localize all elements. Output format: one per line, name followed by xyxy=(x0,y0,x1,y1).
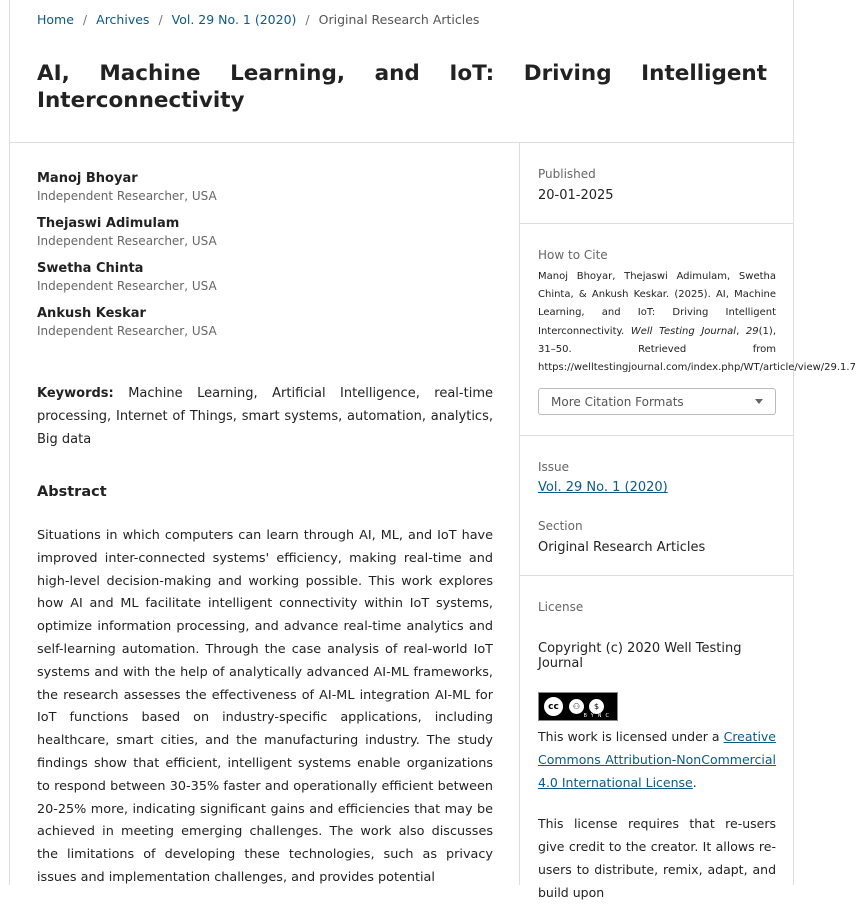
author-affiliation: Independent Researcher, USA xyxy=(37,324,217,338)
author-name: Manoj Bhoyar xyxy=(37,171,138,186)
how-to-cite-label: How to Cite xyxy=(538,248,608,262)
keywords-label: Keywords: xyxy=(37,386,114,401)
citation-volume: 29 xyxy=(745,325,759,337)
author-entry xyxy=(37,215,493,250)
attribution-icon: ⚇ xyxy=(568,698,585,715)
author-name: Ankush Keskar xyxy=(37,306,146,321)
author-affiliation: Independent Researcher, USA xyxy=(37,189,217,203)
license-statement xyxy=(538,725,776,794)
citation-sep: , xyxy=(736,325,746,337)
license-text-post: . xyxy=(692,775,697,791)
breadcrumb xyxy=(37,12,479,27)
author-list xyxy=(37,170,493,340)
license-text-pre: This work is licensed under a xyxy=(538,729,724,745)
author-entry xyxy=(37,170,493,205)
author-entry xyxy=(37,305,493,340)
license-section xyxy=(520,576,794,904)
section-section xyxy=(520,495,794,576)
cc-badge-caption: BYNC xyxy=(583,713,613,720)
abstract-heading: Abstract xyxy=(37,484,107,500)
citation-journal: Well Testing Journal xyxy=(630,325,737,337)
more-citation-formats-button[interactable] xyxy=(538,388,776,415)
breadcrumb-separator: / xyxy=(158,12,163,27)
cc-by-nc-badge-icon xyxy=(538,692,618,721)
breadcrumb-issue-link[interactable]: Vol. 29 No. 1 (2020) xyxy=(171,12,297,27)
published-date: 20-01-2025 xyxy=(538,188,614,203)
page-title-line1: AI, Machine Learning, and IoT: Driving Intelligent xyxy=(37,61,767,86)
license-label: License xyxy=(538,600,584,615)
keywords-value: Machine Learning, Artificial Intelligence, real-time processing, Internet of Things, smart systems, automation, analytics, Big data xyxy=(37,386,493,447)
breadcrumb-separator: / xyxy=(305,12,310,27)
breadcrumb-separator: / xyxy=(82,12,88,27)
how-to-cite-section xyxy=(520,224,856,436)
section-label: Section xyxy=(538,519,583,534)
more-citation-formats-label: More Citation Formats xyxy=(551,394,684,409)
breadcrumb-home-link[interactable]: Home xyxy=(37,12,74,27)
cc-logo-icon: cc xyxy=(542,695,565,718)
page-title xyxy=(37,60,767,114)
chevron-down-icon xyxy=(755,399,763,404)
cc-license-badge-link[interactable] xyxy=(538,692,776,721)
author-affiliation: Independent Researcher, USA xyxy=(37,279,217,293)
article-sidebar xyxy=(520,143,856,904)
issue-section xyxy=(520,436,794,495)
page-title-line2: Interconnectivity xyxy=(37,88,245,113)
citation-text xyxy=(538,268,856,377)
article-page xyxy=(9,0,856,901)
article-main xyxy=(37,170,493,885)
citation-rest: (1), 31–50. Retrieved from https://welltestingjournal.com/index.php/WT/article/view/29.1.7 xyxy=(538,325,856,374)
keywords xyxy=(37,382,493,451)
author-name: Thejaswi Adimulam xyxy=(37,216,180,231)
section-value: Original Research Articles xyxy=(538,540,706,556)
published-label: Published xyxy=(538,167,596,181)
issue-label: Issue xyxy=(538,460,570,475)
abstract-text: Situations in which computers can learn through AI, ML, and IoT have improved inter-connected systems' efficiency, making real-time and high-level decision-making and working possible. This work explores how AI and ML facilitate intelligent connectivity within IoT systems, optimize information processing, and advance real-time analytics and self-learning automation. Through the case analysis of real-world IoT systems and with the help of analytically advanced AI-ML frameworks, the research assesses the effectiveness of AI-ML integration AI-ML for IoT functions based on industry-specific applications, including healthcare, smart cities, and the manufacturing industry. The study findings show that efficient, intelligent systems enable organizations to respond between 30-35% faster and operationally efficient between 20-25% more, indicating significant gains and efficiencies that may be achieved in meeting emerging challenges. The work also discusses the limitations of developing these technologies, such as privacy issues and implementation challenges, and provides potential xyxy=(37,528,493,885)
license-requirement: This license requires that re-users give credit to the creator. It allows re-users to distribute, remix, adapt, and build upon xyxy=(538,816,776,901)
copyright-text: Copyright (c) 2020 Well Testing Journal xyxy=(538,641,742,672)
author-name: Swetha Chinta xyxy=(37,261,144,276)
author-entry xyxy=(37,260,493,295)
issue-link[interactable]: Vol. 29 No. 1 (2020) xyxy=(538,480,668,496)
breadcrumb-archives-link[interactable]: Archives xyxy=(96,12,150,27)
cc-license-link[interactable]: Creative Commons Attribution-NonCommercial 4.0 International License xyxy=(538,729,776,791)
breadcrumb-current: Original Research Articles xyxy=(318,12,480,27)
noncommercial-icon: $ xyxy=(588,698,605,715)
author-affiliation: Independent Researcher, USA xyxy=(37,234,217,248)
citation-authors-title: Manoj Bhoyar, Thejaswi Adimulam, Swetha Chinta, & Ankush Keskar. (2025). AI, Machine Learning, and IoT: Driving Intelligent Interconnectivity. xyxy=(538,271,776,337)
published-section xyxy=(520,143,794,224)
